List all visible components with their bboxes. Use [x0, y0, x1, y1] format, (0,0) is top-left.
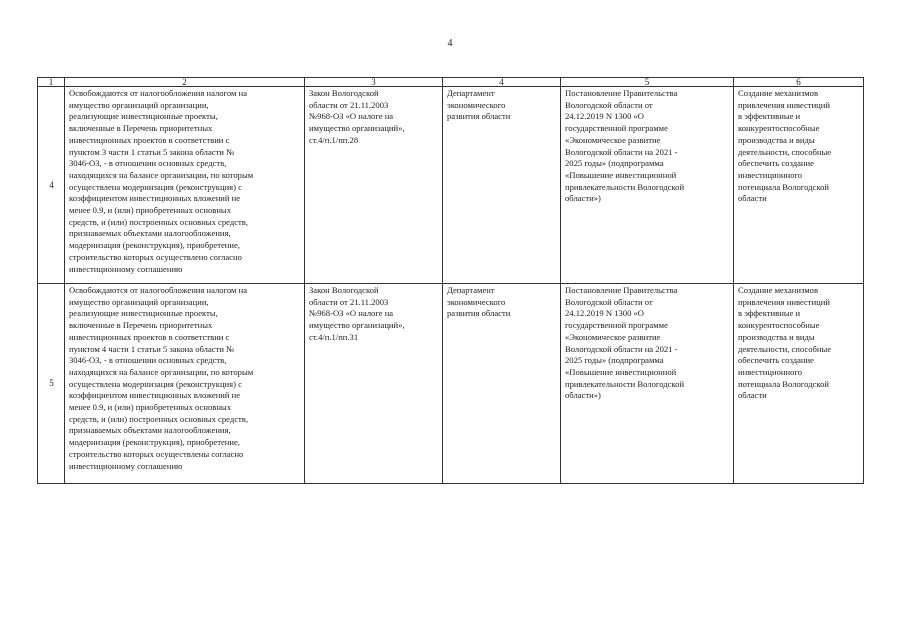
row-description: Освобождаются от налогообложения налогом на имущество организаций организации, реализующие инвестиционные проекты, включенные в Перечень приоритетных инвестиционных проектов в соответствии с пунктом 4 части 1 статьи 5 закона области № 3046-ОЗ, - в отношении основных средств, находящихся на балансе организации, по которым осуществлена модернизация (реконструкция) с коэффициентом инвестиционных вложений не менее 0.9, и (или) приобретенных основных средств, и (или) построенных основных средств, признаваемых объектами налогообложения, модернизация (реконструкция), приобретение, строительство которых осуществлены согласно инвестиционному соглашению [65, 284, 305, 484]
column-header: 4 [443, 78, 561, 87]
row-goal: Создание механизмов привлечения инвестиций в эффективные и конкурентоспособные производства и виды деятельности, способные обеспечить создание инвестиционного потенциала Вологодской области [734, 87, 864, 284]
column-header: 2 [65, 78, 305, 87]
row-department: Департамент экономического развития области [443, 87, 561, 284]
row-program: Постановление Правительства Вологодской области от 24.12.2019 N 1300 «О государственной программе «Экономическое развитие Вологодской области на 2021 - 2025 годы» (подпрограмма «Повышение инвестиционной привлекательности Вологодской области») [561, 284, 734, 484]
page-number: 4 [447, 38, 453, 49]
row-goal: Создание механизмов привлечения инвестиций в эффективные и конкурентоспособные производства и виды деятельности, способные обеспечить создание инвестиционного потенциала Вологодской области [734, 284, 864, 484]
benefits-table [37, 77, 864, 484]
row-law: Закон Вологодской области от 21.11.2003 №968-ОЗ «О налоге на имущество организаций», ст.4/п.1/пп.31 [305, 284, 443, 484]
table-header-row [38, 78, 864, 87]
row-description: Освобождаются от налогообложения налогом на имущество организаций организации, реализующие инвестиционные проекты, включенные в Перечень приоритетных инвестиционных проектов в соответствии с пунктом 3 части 1 статьи 5 закона области № 3046-ОЗ, - в отношении основных средств, находящихся на балансе организации, по которым осуществлена модернизация (реконструкция) с коэффициентом инвестиционных вложений не менее 0.9, и (или) приобретенных основных средств, и (или) построенных основных средств, признаваемых объектами налогообложения, модернизация (реконструкция), приобретение, строительство которых осуществлено согласно инвестиционному соглашению [65, 87, 305, 284]
column-header: 6 [734, 78, 864, 87]
row-law: Закон Вологодской области от 21.11.2003 №968-ОЗ «О налоге на имущество организаций», ст.4/п.1/пп.28 [305, 87, 443, 284]
table-row [38, 87, 864, 284]
row-number: 5 [38, 284, 65, 484]
row-department: Департамент экономического развития области [443, 284, 561, 484]
row-number: 4 [38, 87, 65, 284]
table-row [38, 284, 864, 484]
column-header: 5 [561, 78, 734, 87]
row-program: Постановление Правительства Вологодской области от 24.12.2019 N 1300 «О государственной программе «Экономическое развитие Вологодской области на 2021 - 2025 годы» (подпрограмма «Повышение инвестиционной привлекательности Вологодской области») [561, 87, 734, 284]
column-header: 1 [38, 78, 65, 87]
column-header: 3 [305, 78, 443, 87]
